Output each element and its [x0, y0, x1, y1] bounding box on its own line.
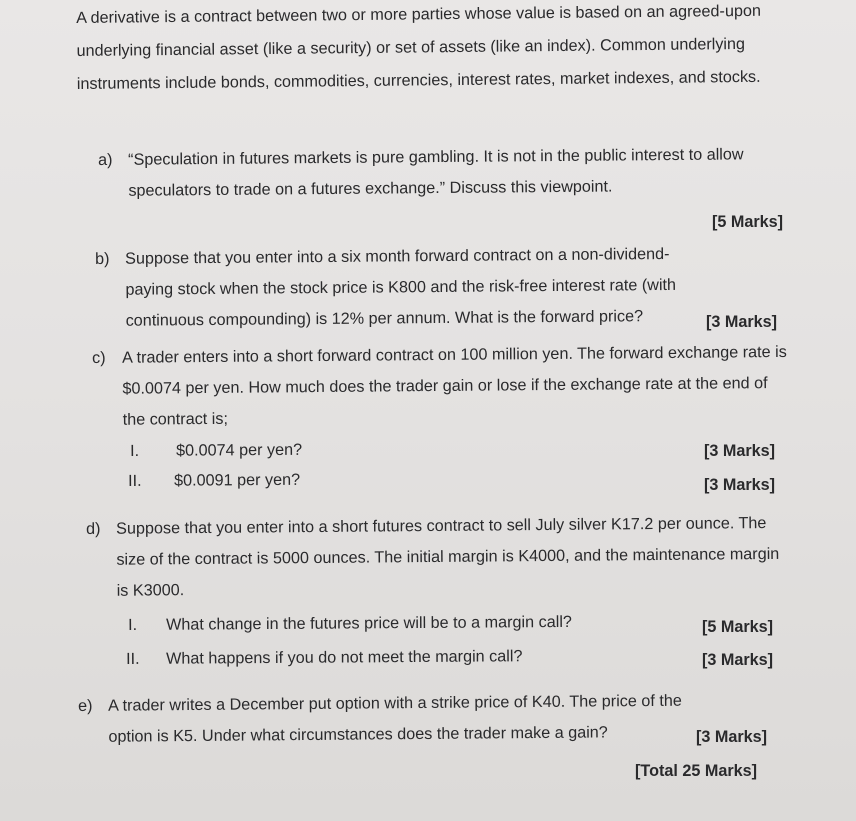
question-d-sub-2-marks: [3 Marks]: [702, 651, 774, 669]
question-c-sub-1-num: I.: [130, 441, 140, 460]
question-e-marks: [3 Marks]: [696, 728, 768, 746]
question-b: [95, 238, 798, 337]
question-a-text: “Speculation in futures markets is pure gambling. It is not in the public interest to allow speculators to trade on a futures exchange.” Discuss this viewpoint.: [128, 145, 744, 200]
question-d-sub-1-marks: [5 Marks]: [702, 618, 774, 636]
question-c-sub-2-marks: [3 Marks]: [704, 476, 776, 494]
question-b-marks: [3 Marks]: [706, 313, 778, 331]
question-d: [86, 508, 789, 607]
total-marks: [Total 25 Marks]: [635, 762, 758, 780]
question-a: [98, 139, 801, 207]
question-b-label: b): [95, 249, 110, 268]
question-c-sub-2-num: II.: [128, 471, 142, 490]
question-d-label: d): [86, 519, 101, 538]
question-d-sub-1-text: What change in the futures price will be to a margin call?: [166, 612, 572, 634]
question-b-text: Suppose that you enter into a six month forward contract on a non-dividend-paying stock when the stock price is K800 and the risk-free interest rate (with continuous compounding) is 12% per annum. What is the forward price?: [125, 244, 677, 330]
intro-paragraph: A derivative is a contract between two or more parties whose value is based on an agreed-upon underlying financial asset (like a security) or set of assets (like an index). Common underlying instruments include bonds, commodities, currencies, interest rates, market indexes, and stocks.: [76, 1, 762, 93]
question-e-text: A trader writes a December put option with a strike price of K40. The price of the option is K5. Under what circumstances does the trader make a gain?: [108, 691, 682, 746]
question-e: [78, 685, 787, 753]
question-a-marks: [5 Marks]: [712, 213, 784, 231]
question-c-label: c): [92, 348, 106, 367]
question-d-text: Suppose that you enter into a short futures contract to sell July silver K17.2 per ounce. The size of the contract is 5000 ounces. The initial margin is K4000, and the maintenance margin is K3000.: [116, 514, 780, 600]
question-d-sub-2-num: II.: [126, 649, 140, 668]
question-c-sub-1-marks: [3 Marks]: [704, 442, 776, 460]
question-a-label: a): [98, 150, 113, 169]
question-c-sub-2-text: $0.0091 per yen?: [174, 470, 301, 490]
question-c: [92, 337, 795, 436]
question-c-sub-1-text: $0.0074 per yen?: [176, 440, 303, 460]
question-c-text: A trader enters into a short forward contract on 100 million yen. The forward exchange rate is $0.0074 per yen. How much does the trader gain or lose if the exchange rate at the end of the contract is;: [122, 342, 787, 429]
question-e-label: e): [78, 696, 93, 715]
question-d-sub-2: [126, 641, 523, 675]
question-d-sub-1-num: I.: [128, 615, 138, 634]
question-d-sub-1: [128, 607, 572, 641]
question-c-sub-1: [130, 435, 302, 467]
question-c-sub-2: [128, 465, 300, 497]
question-d-sub-2-text: What happens if you do not meet the margin call?: [166, 647, 523, 668]
